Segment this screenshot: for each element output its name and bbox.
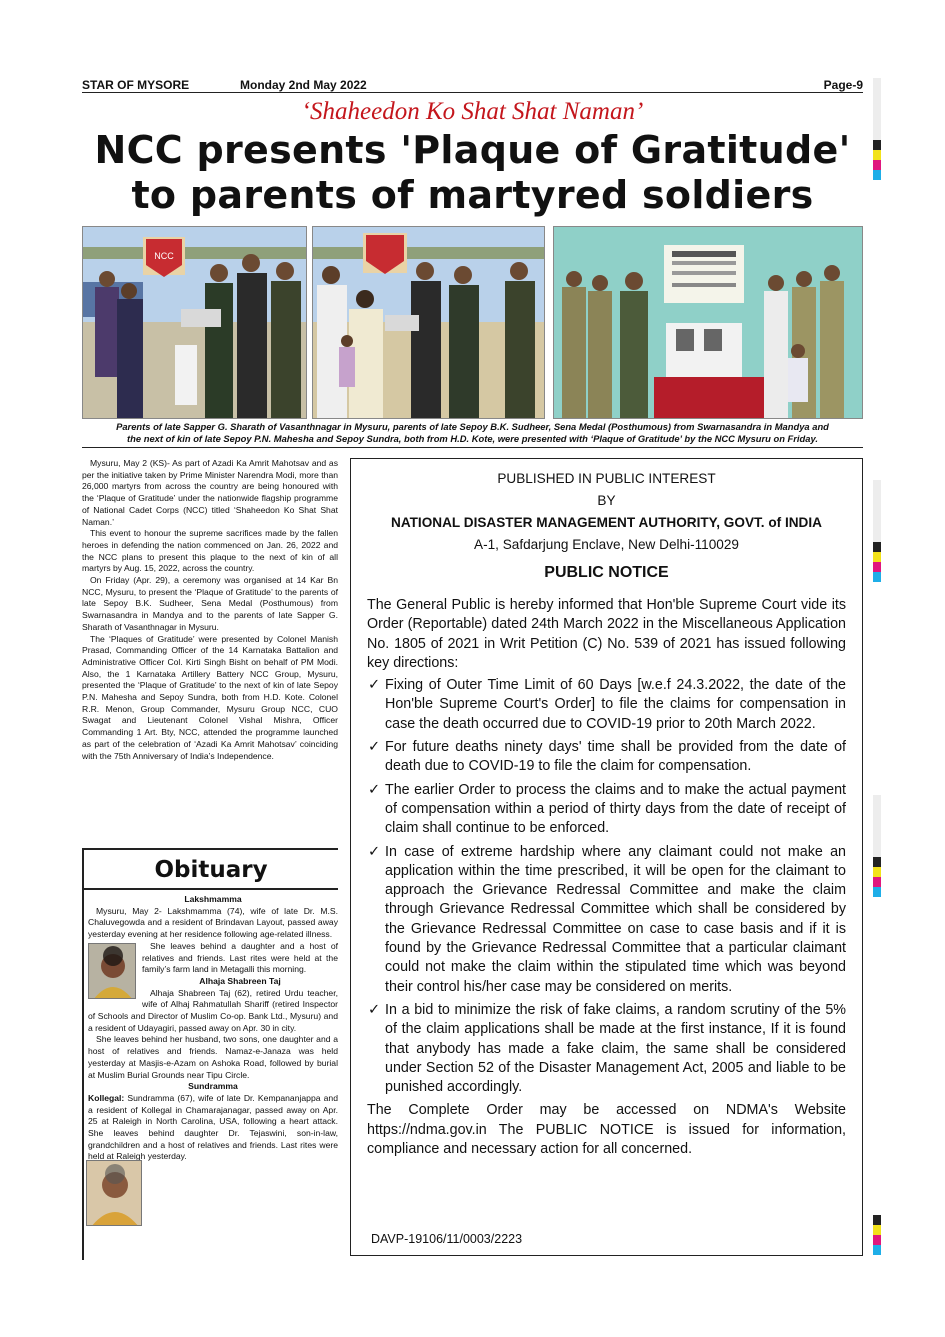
notice-address: A-1, Safdarjung Enclave, New Delhi-110029 (474, 537, 739, 552)
list-item: ✓ In a bid to minimize the risk of fake claims, a random scrutiny of the 5% of the claim applications shall be made at the first instance, If it is found that anybody has made a fake claim, the same shall be considered under Section 52 of the Disaster Management Act, 2005 and liable to be punished accordingly. (368, 1001, 846, 1096)
ncc-banner-text: NCC (154, 251, 174, 261)
obituary-dateline: Kollegal: (88, 1092, 125, 1103)
masthead (82, 78, 863, 93)
obituary-body (84, 890, 338, 1163)
notice-closing: The Complete Order may be accessed on NDMA's Website https://ndma.gov.in The PUBLIC NOTICE is issued for information, compliance and necessary action for all concerned. (367, 1102, 846, 1158)
photo-ceremony-3 (553, 226, 863, 419)
check-icon: ✓ (368, 843, 380, 860)
photo-ceremony-1 (82, 226, 307, 419)
print-registration-mark (873, 480, 881, 582)
obituary-portrait-photo (88, 943, 136, 999)
check-icon: ✓ (368, 739, 380, 756)
photo-caption-line-2: the next of kin of late Sepoy P.N. Mahesha and Sepoy Sundra, both from H.D. Kote, were presented with ‘Plaque of Gratitude’ by the NCC Mysuru on Friday. (127, 433, 818, 444)
headline-line-2: to parents of martyred soldiers (131, 173, 814, 217)
photo-ceremony-2 (312, 226, 545, 419)
check-icon: ✓ (368, 781, 380, 798)
notice-directions-list (367, 676, 846, 1097)
obituary-text: She leaves behind a daughter and a host of relatives and friends. Last rites were held at the family’s farm land in Metagalli this morning. (142, 940, 338, 975)
check-icon: ✓ (368, 1001, 380, 1018)
page-number: Page-9 (823, 78, 863, 92)
headline-line-1: NCC presents 'Plaque of Gratitude' (94, 128, 851, 172)
print-registration-mark (873, 795, 881, 897)
obituary-name: Alhaja Shabreen Taj (199, 975, 281, 986)
notice-title: PUBLIC NOTICE (544, 564, 669, 581)
obituary-text: Alhaja Shabreen Taj (62), retired Urdu teacher, wife of Alhaj Rahmatullah Shariff (retired Inspector of Schools and Director of Muslim Co-op. Bank Ltd., Mysuru) and a resident of Udayagiri, passed away on Apr. 30 in city. (88, 987, 338, 1033)
obituary-text: Mysuru, May 2- Lakshmamma (74), wife of late Dr. M.S. Chaluvegowda and a resident of Brindavan Layout, passed away yesterday evening at her residence following age-related illness. (88, 905, 338, 940)
print-registration-mark (873, 1215, 881, 1255)
newspaper-name: STAR OF MYSORE (82, 78, 190, 92)
list-item: ✓ Fixing of Outer Time Limit of 60 Days [w.e.f 24.3.2022, the date of the Hon'ble Supreme Court's Order] to file the claims for compensation in case the death occurred due to COVID-19 prior to 20th March 2022. (368, 677, 846, 732)
photo-ceremony-1-image (83, 227, 307, 419)
notice-header: BY (597, 493, 616, 508)
photo-ceremony-3-image (554, 227, 863, 419)
notice-header: PUBLISHED IN PUBLIC INTEREST (497, 471, 716, 486)
notice-davp-code: DAVP-19106/11/0003/2223 (371, 1232, 523, 1246)
news-article (82, 458, 338, 762)
photo-caption (82, 421, 863, 448)
issue-date: Monday 2nd May 2022 (240, 78, 367, 92)
notice-authority: NATIONAL DISASTER MANAGEMENT AUTHORITY, GOVT. of INDIA (391, 515, 822, 530)
obituary-name: Sundramma (188, 1081, 238, 1092)
article-paragraph: On Friday (Apr. 29), a ceremony was organised at 14 Kar Bn NCC, Mysuru, to present the ‘Plaque of Gratitude’ to the parents of late Sepoy B.K. Sudheer, Sena Medal (Posthumous) from Swarnasandra in Mandya and to the parents of late Sapper G. Sharath of Vasanthnagar in Mysuru. (82, 575, 338, 632)
photo-caption-line-1: Parents of late Sapper G. Sharath of Vasanthnagar in Mysuru, parents of late Sepoy B.K. Sudheer, Sena Medal (Posthumous) from Swarnasandra in Mandya and (116, 421, 829, 432)
obituary-portrait-photo (86, 1160, 142, 1226)
list-item: ✓ In case of extreme hardship where any claimant could not make an application within the time prescribed, it will be open for the claimant to approach the Grievance Redressal Committee and make the claim through Grievance Redressal Committee which shall be considered by the Grievance Redressal Committee on case to case basis and if it is found by the Grievance Redressal Committee that a particular claimant could not make the claim within the stipulated time which was beyond their control his/her case may be considered on merits. (368, 843, 846, 995)
photo-ceremony-2-image (313, 227, 545, 419)
kicker-headline: ‘Shaheedon Ko Shat Shat Naman’ (301, 98, 644, 125)
main-headline (82, 128, 863, 218)
list-item: ✓ The earlier Order to process the claims and to make the actual payment of compensation within a period of thirty days from the date of receipt of claim shall continue to be enforced. (368, 781, 846, 837)
article-paragraph: This event to honour the supreme sacrifices made by the fallen heroes in defending the nation commenced on Jan. 26, 2022 and the NCC plans to present this plaque to the next of kin of all martyrs by Aug. 15, 2022, across the country. (82, 528, 338, 574)
print-registration-mark (873, 78, 881, 180)
public-notice (350, 458, 863, 1256)
obituary-name: Lakshmamma (184, 894, 242, 904)
obituary-title: Obituary (84, 850, 338, 890)
article-paragraph: The ‘Plaques of Gratitude’ were presented by Colonel Manish Prasad, Commanding Officer of the 14 Karnataka Battalion and Administrative Officer Col. Kirti Singh Bisht on behalf of PM Modi. Also, the 1 Karnataka Artillery Battery NCC Group, Mysuru, presented the ‘Plaque of Gratitude’ to the next of kin of late Sepoy P.N. Mahesha and Sepoy Sundra, both from H.D. Kote. Colonel R.R. Menon, Group Commander, Mysuru Group NCC, CUO Swagat and Lieutenant Colonel Vishal Mishra, Officer Commanding 1 Art. Bty, NCC, attended the programme launched as part of the celebration of ‘Azadi Ka Amrit Mahotsav’ coinciding with the 75th Anniversary of India’s Independence. (82, 633, 338, 761)
check-icon: ✓ (368, 677, 380, 694)
obituary-text: She leaves behind her husband, two sons, one daughter and a host of relatives and friends. Namaz-e-Janaza was held yesterday at Masjis-e-Azam on Ashoka Road, followed by burial at Muslim Burial Grounds near Tipu Circle. (88, 1034, 338, 1080)
notice-intro: The General Public is hereby informed that Hon'ble Supreme Court vide its Order (Reportable) dated 24th March 2022 in the Miscellaneous Application No. 1805 of 2021 in Writ Petition (C) No. 539 of 2021 has issued following key directions: (367, 597, 846, 671)
list-item: ✓ For future deaths ninety days' time shall be provided from the date of death due to COVID-19 to file the claim for compensation. (368, 739, 846, 775)
obituary-text: Sundramma (67), wife of late Dr. Kempananjappa and a resident of Kollegal in Chamarajanagar, passed away on Apr. 25 at Raleigh in North Carolina, USA, following a heart attack. She leaves behind daughter Dr. Tejaswini, son-in-law, grandchildren and a host of relatives and friends. Last rites were held at Raleigh yesterday. (88, 1092, 338, 1162)
article-paragraph: Mysuru, May 2 (KS)- As part of Azadi Ka Amrit Mahotsav and as per the initiative taken by Prime Minister Narendra Modi, more than 26,000 martyrs from across the country are being honoured with the ‘Plaque of Gratitude’ under the nationwide flagship programme of National Cadet Corps (NCC) titled ‘Shaheedon Ko Shat Shat Naman.’ (82, 458, 338, 527)
